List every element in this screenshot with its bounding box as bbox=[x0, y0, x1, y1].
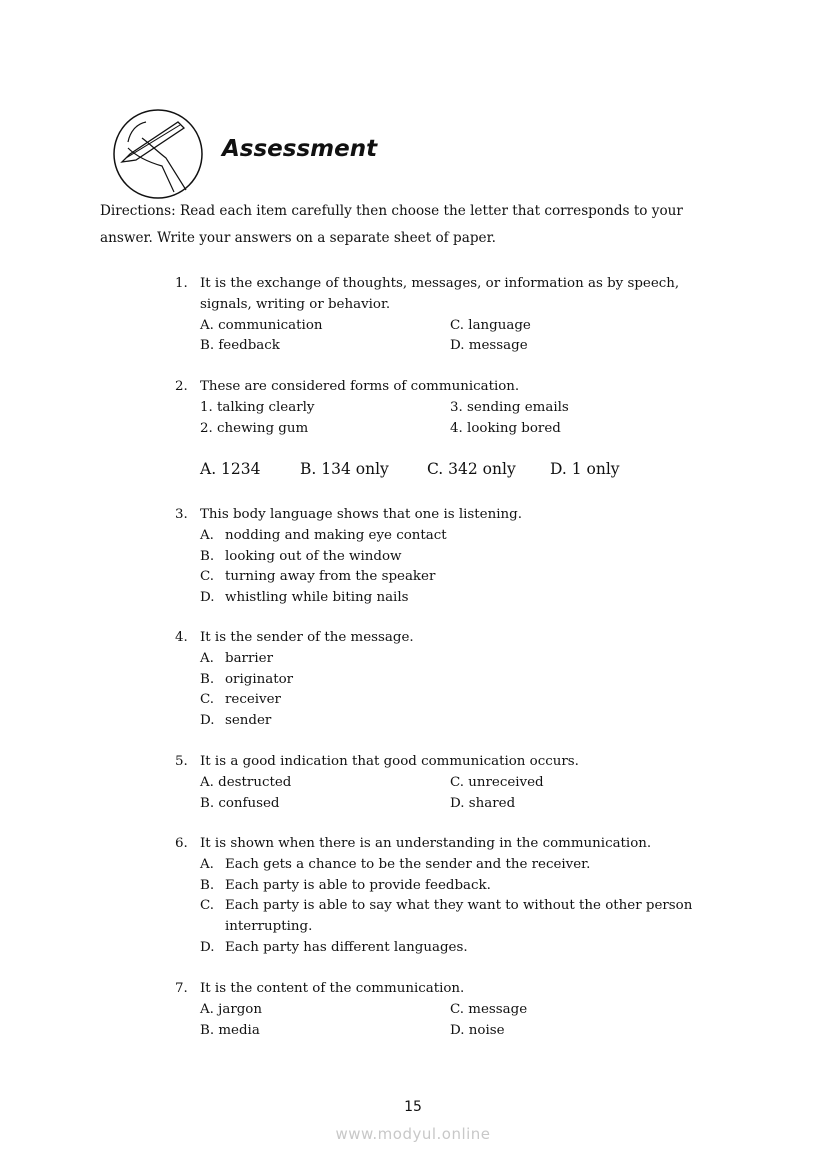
option-c: C. 342 only bbox=[427, 460, 516, 478]
question-text: It is the exchange of thoughts, messages, or information as by speech, signals, writing or behavior. bbox=[200, 276, 680, 312]
option bbox=[200, 588, 735, 609]
question-number: 4. bbox=[175, 630, 188, 645]
option-a: A. 1234 bbox=[200, 460, 261, 478]
question-number: 6. bbox=[175, 836, 188, 851]
question-2 bbox=[175, 377, 735, 439]
option-letter: D. bbox=[200, 713, 215, 729]
question-4 bbox=[175, 628, 735, 732]
question-3 bbox=[175, 505, 735, 609]
option bbox=[200, 876, 735, 897]
option-text: sender bbox=[225, 713, 272, 729]
option bbox=[200, 547, 735, 568]
option-text: Each party has different languages. bbox=[225, 939, 468, 955]
option-letter: B. bbox=[200, 877, 215, 893]
option-c: C. unreceived bbox=[450, 774, 544, 790]
question-text: This body language shows that one is listening. bbox=[200, 507, 522, 522]
option-d: D. shared bbox=[450, 795, 516, 811]
option-letter: D. bbox=[200, 590, 215, 606]
option-text: Each gets a chance to be the sender and the receiver. bbox=[225, 856, 591, 872]
question-number: 1. bbox=[175, 276, 188, 291]
question-6 bbox=[175, 834, 735, 959]
question-5 bbox=[175, 752, 735, 814]
option-text: looking out of the window bbox=[225, 548, 402, 564]
option-text: Each party is able to provide feedback. bbox=[225, 877, 491, 893]
question-number: 5. bbox=[175, 754, 188, 769]
option-text: turning away from the speaker bbox=[225, 569, 436, 585]
option-a: A. destructed bbox=[200, 774, 292, 790]
item-1: 1. talking clearly bbox=[200, 399, 315, 415]
directions: Directions: Read each item carefully then choose the letter that corresponds to your answer. Write your answers on a separate sheet of paper. bbox=[100, 203, 683, 246]
hand-writing-pencil-icon bbox=[112, 108, 204, 200]
page-number: 15 bbox=[404, 1099, 422, 1115]
question-text: It is shown when there is an understanding in the communication. bbox=[200, 836, 652, 851]
question-number: 3. bbox=[175, 507, 188, 522]
option-b: B. media bbox=[200, 1022, 260, 1038]
question-text: It is the sender of the message. bbox=[200, 630, 414, 645]
option-a: A. jargon bbox=[200, 1001, 262, 1017]
page-title: Assessment bbox=[222, 136, 378, 162]
option-letter: C. bbox=[200, 692, 215, 708]
question-7 bbox=[175, 979, 735, 1041]
option-d: D. noise bbox=[450, 1022, 505, 1038]
option-text: receiver bbox=[225, 692, 281, 708]
option-b: B. confused bbox=[200, 795, 280, 811]
option-d: D. message bbox=[450, 338, 528, 354]
option bbox=[200, 526, 735, 547]
option-text: originator bbox=[225, 671, 294, 687]
option-letter: A. bbox=[200, 527, 214, 543]
option-letter: B. bbox=[200, 671, 215, 687]
watermark: www.modyul.online bbox=[335, 1125, 491, 1143]
question-text: It is the content of the communication. bbox=[200, 981, 465, 996]
option bbox=[200, 938, 735, 959]
item-3: 3. sending emails bbox=[450, 399, 569, 415]
option-letter: D. bbox=[200, 939, 215, 955]
item-2: 2. chewing gum bbox=[200, 420, 309, 436]
question-text: These are considered forms of communication. bbox=[200, 379, 520, 394]
option-text: Each party is able to say what they want to without the other person interrupting. bbox=[225, 898, 693, 935]
option-c: C. message bbox=[450, 1001, 528, 1017]
option bbox=[200, 896, 735, 938]
option-text: nodding and making eye contact bbox=[225, 527, 447, 543]
option-text: barrier bbox=[225, 650, 273, 666]
question-number: 2. bbox=[175, 379, 188, 394]
option-letter: A. bbox=[200, 856, 214, 872]
option-text: whistling while biting nails bbox=[225, 590, 409, 606]
option-letter: C. bbox=[200, 569, 215, 585]
option-letter: B. bbox=[200, 548, 215, 564]
option-letter: C. bbox=[200, 898, 215, 914]
option-a: A. communication bbox=[200, 317, 323, 333]
option bbox=[200, 711, 735, 732]
option bbox=[200, 649, 735, 670]
item-4: 4. looking bored bbox=[450, 420, 561, 436]
option-b: B. feedback bbox=[200, 338, 280, 354]
option bbox=[200, 567, 735, 588]
option-b: B. 134 only bbox=[300, 460, 389, 478]
option-letter: A. bbox=[200, 650, 214, 666]
question-text: It is a good indication that good communication occurs. bbox=[200, 754, 579, 769]
option bbox=[200, 690, 735, 711]
option-d: D. 1 only bbox=[550, 460, 620, 478]
option-c: C. language bbox=[450, 317, 531, 333]
question-number: 7. bbox=[175, 981, 188, 996]
option bbox=[200, 670, 735, 691]
question-1 bbox=[175, 274, 735, 357]
option bbox=[200, 855, 735, 876]
